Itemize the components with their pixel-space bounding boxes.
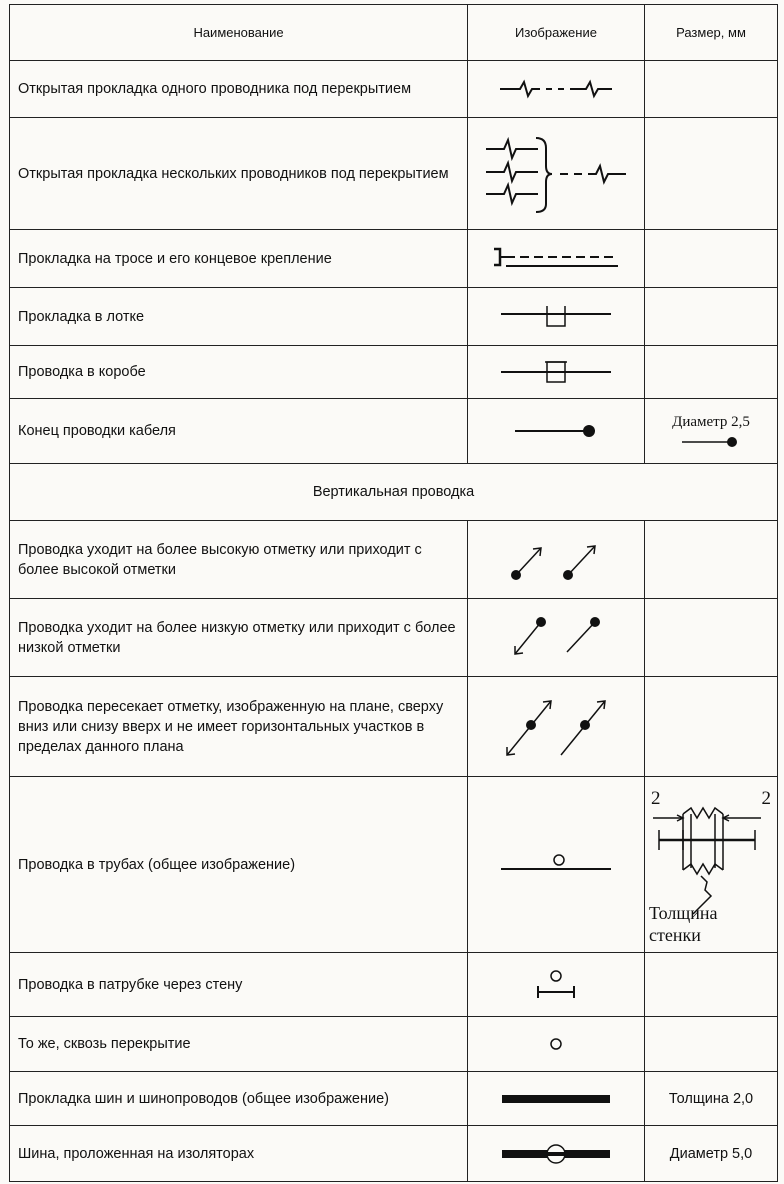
wiring-up-symbol xyxy=(511,540,601,580)
wiring-down-symbol xyxy=(511,616,601,660)
row-name: Проводка в трубах (общее изображение) xyxy=(10,777,468,953)
table-row xyxy=(10,1072,778,1126)
cable-end-size-symbol xyxy=(682,435,740,449)
table-row xyxy=(10,118,778,230)
row-size xyxy=(645,346,778,399)
pipe-sleeve-through-wall-symbol xyxy=(536,970,576,1000)
multiple-conductors-open-wiring-symbol xyxy=(486,134,626,214)
row-size xyxy=(645,521,778,599)
table-row xyxy=(10,677,778,777)
table-row xyxy=(10,1017,778,1072)
row-size xyxy=(645,118,778,230)
row-name: То же, сквозь перекрытие xyxy=(10,1017,468,1072)
row-name: Проводка уходит на более низкую отметку или приходит с более низкой отметки xyxy=(10,599,468,677)
table-row xyxy=(10,399,778,464)
table-row xyxy=(10,599,778,677)
row-size: Толщина 2,0 xyxy=(645,1072,778,1126)
busbar-on-insulators-symbol xyxy=(502,1142,610,1166)
row-name: Проводка в коробе xyxy=(10,346,468,399)
row-name: Проводка пересекает отметку, изображенную на плане, сверху вниз или снизу вверх и не имеет горизонтальных участков в пределах данного плана xyxy=(10,677,468,777)
header-name: Наименование xyxy=(10,5,468,61)
row-size xyxy=(645,677,778,777)
symbols-table xyxy=(9,4,778,1182)
wall-thickness-label: Толщина стенки xyxy=(649,902,718,945)
header-image: Изображение xyxy=(468,5,645,61)
row-size xyxy=(645,288,778,346)
table-header-row xyxy=(10,5,778,61)
row-name: Прокладка на тросе и его концевое крепление xyxy=(10,230,468,288)
row-name: Открытая прокладка нескольких проводников под перекрытием xyxy=(10,118,468,230)
table-row xyxy=(10,953,778,1017)
header-size: Размер, мм xyxy=(645,5,778,61)
cable-on-wire-rope-symbol xyxy=(494,246,618,272)
single-conductor-open-wiring-symbol xyxy=(500,79,612,99)
wiring-passing-through-symbol xyxy=(503,695,609,759)
cable-end-symbol xyxy=(515,423,597,439)
row-name: Проводка уходит на более высокую отметку или приходит с более высокой отметки xyxy=(10,521,468,599)
busbar-symbol xyxy=(502,1093,610,1105)
row-name: Прокладка в лотке xyxy=(10,288,468,346)
table-row xyxy=(10,1126,778,1182)
duct-wiring-symbol xyxy=(501,359,611,385)
pipe-dimension-drawing xyxy=(649,787,771,945)
table-row xyxy=(10,346,778,399)
table-row xyxy=(10,288,778,346)
row-size xyxy=(645,599,778,677)
row-size xyxy=(645,953,778,1017)
row-name: Шина, проложенная на изоляторах xyxy=(10,1126,468,1182)
tray-wiring-symbol xyxy=(501,304,611,330)
section-heading: Вертикальная проводка xyxy=(10,464,778,521)
row-size: Диаметр 2,5 xyxy=(672,413,750,430)
row-name: Конец проводки кабеля xyxy=(10,399,468,464)
dimension-right: 2 xyxy=(761,787,771,809)
row-size xyxy=(645,1017,778,1072)
row-name: Прокладка шин и шинопроводов (общее изображение) xyxy=(10,1072,468,1126)
row-size: Диаметр 5,0 xyxy=(645,1126,778,1182)
table-row xyxy=(10,61,778,118)
row-name: Проводка в патрубке через стену xyxy=(10,953,468,1017)
row-size xyxy=(645,230,778,288)
table-row xyxy=(10,777,778,953)
through-floor-symbol xyxy=(549,1037,563,1051)
table-row xyxy=(10,230,778,288)
wiring-in-pipes-symbol xyxy=(501,855,611,875)
section-row xyxy=(10,464,778,521)
row-name: Открытая прокладка одного проводника под перекрытием xyxy=(10,61,468,118)
dimension-left: 2 xyxy=(651,787,661,809)
row-size xyxy=(645,61,778,118)
table-row xyxy=(10,521,778,599)
